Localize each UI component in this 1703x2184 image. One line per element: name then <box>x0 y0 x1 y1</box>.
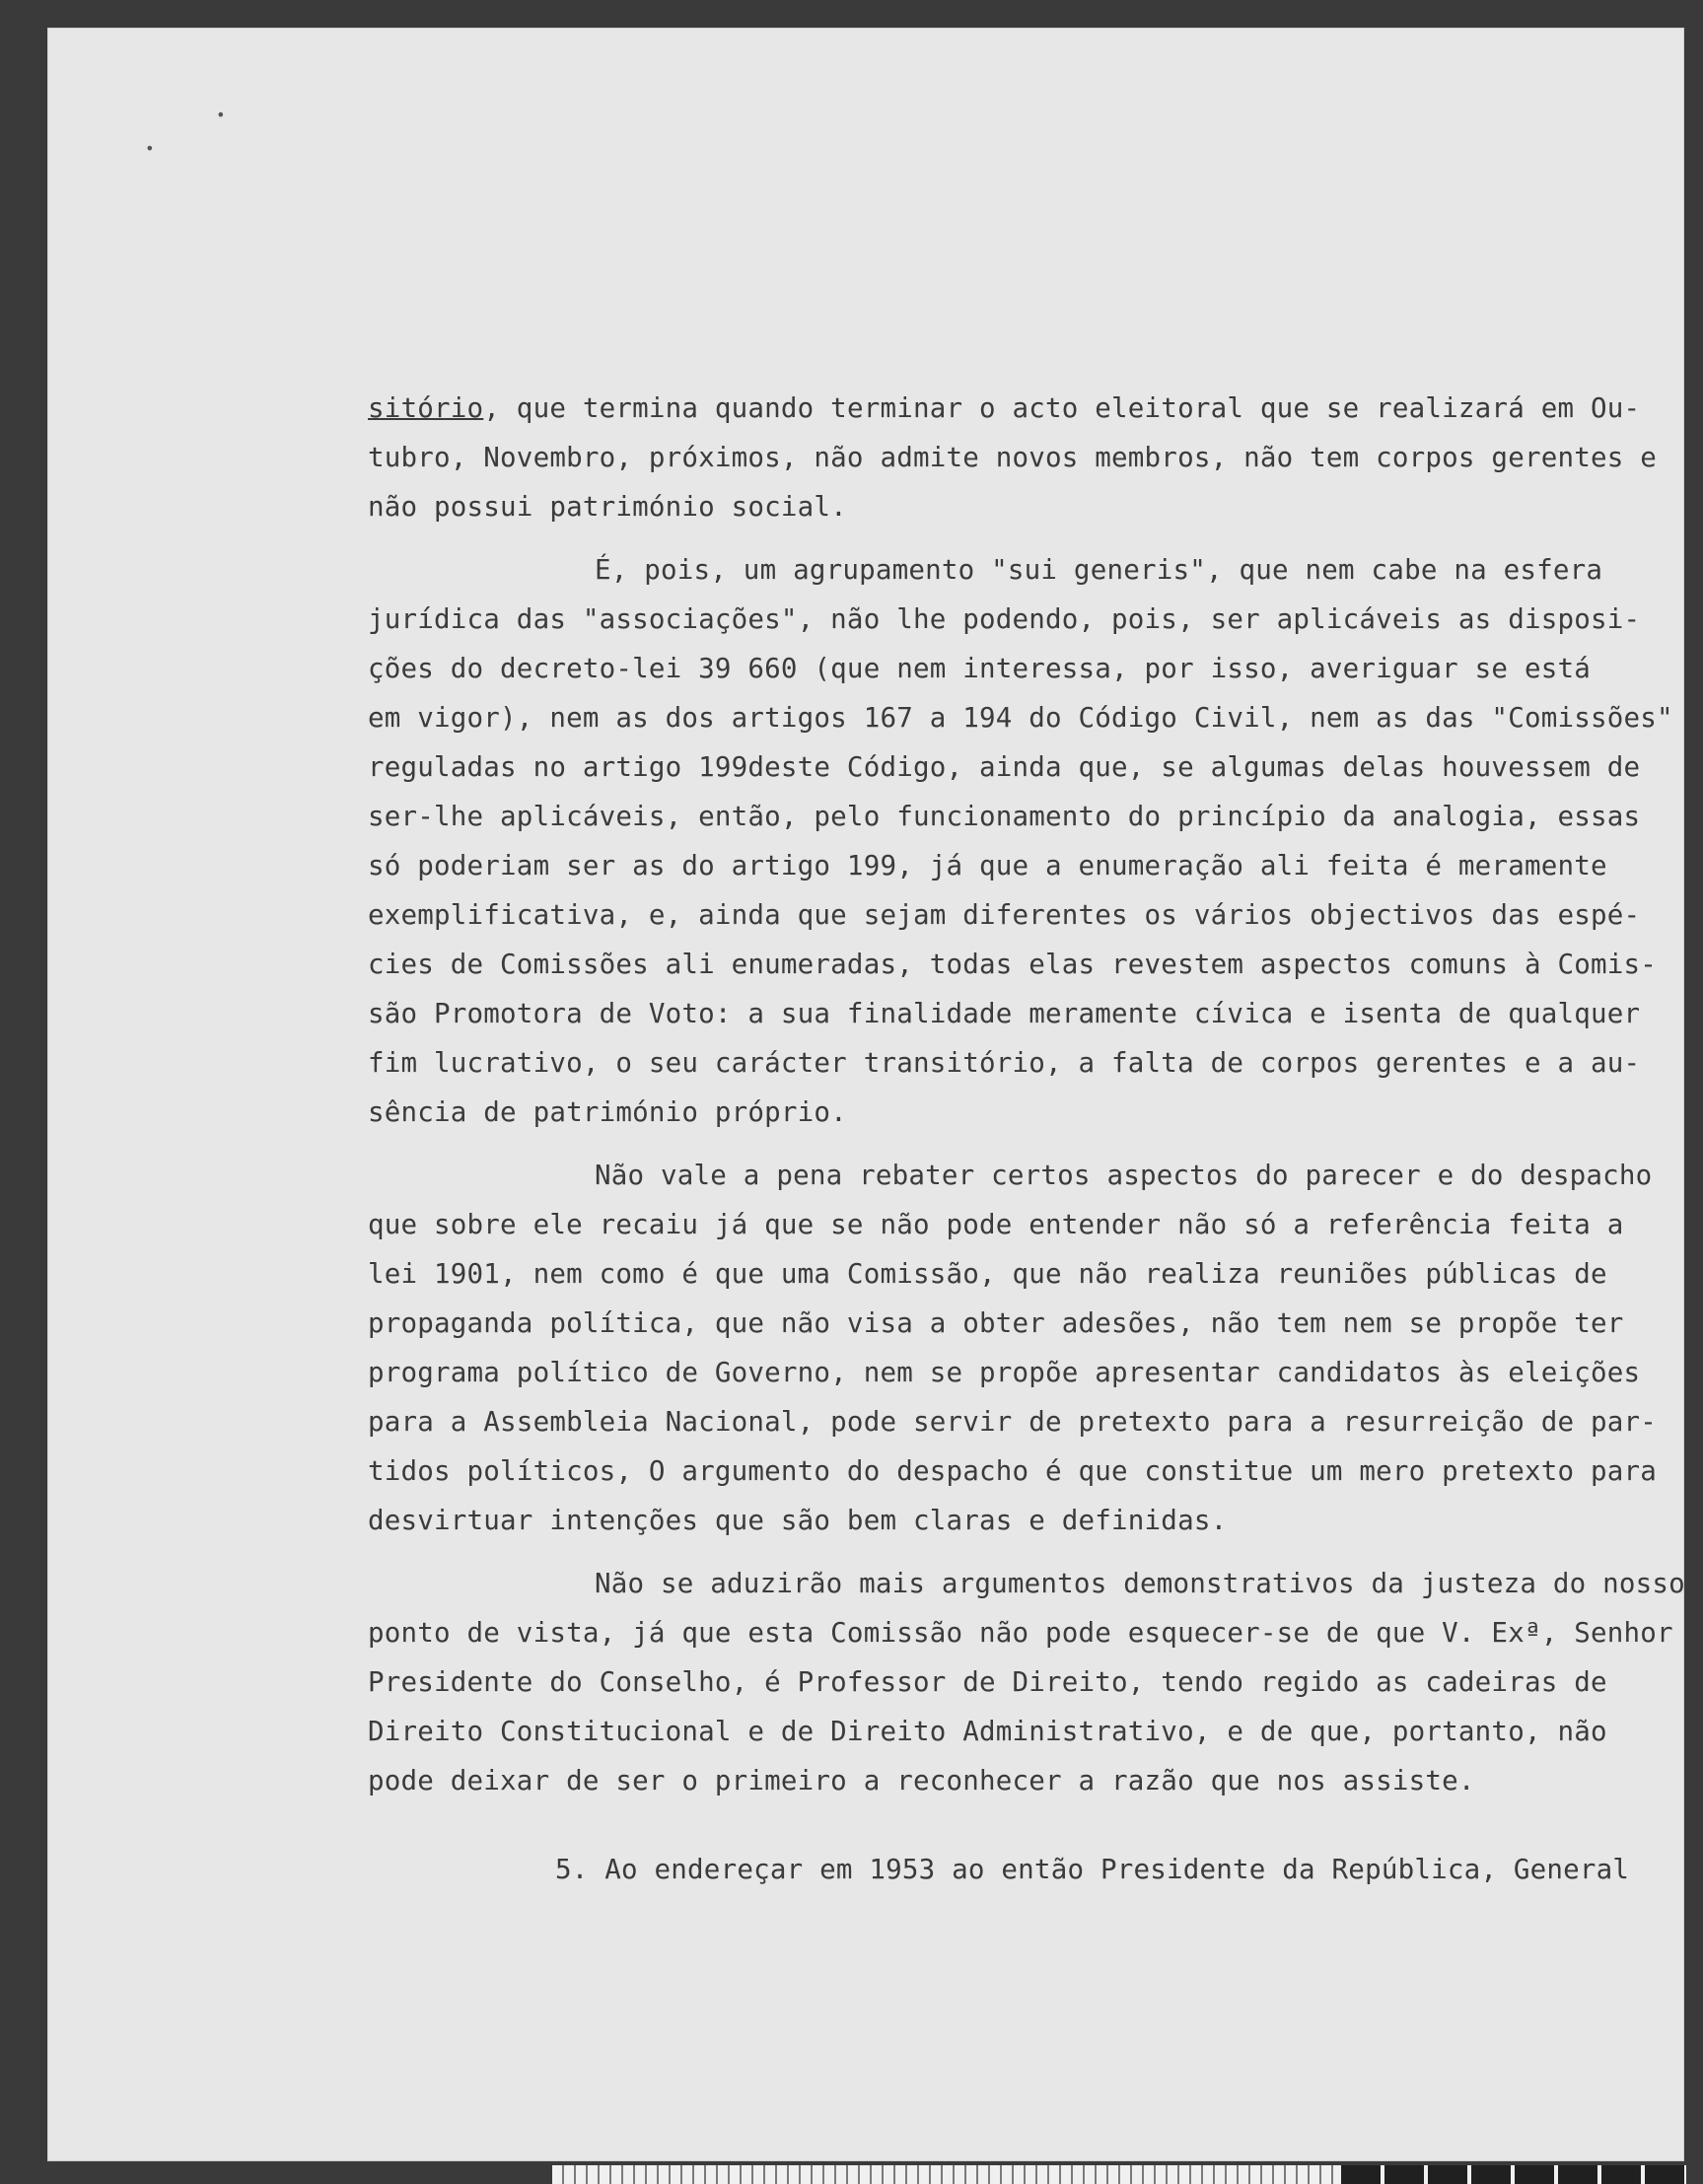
paragraph-1-line: tubro, Novembro, próximos, não admite novos membros, não tem corpos gerentes e <box>368 442 1657 473</box>
paragraph-4-line: Direito Constitucional e de Direito Administrativo, e de que, portanto, não <box>368 1716 1607 1747</box>
paragraph-2-line: ções do decreto-lei 39 660 (que nem interessa, por isso, averiguar se está <box>368 653 1591 684</box>
paper-speck: • <box>216 106 226 124</box>
color-scale-dark-segment <box>1341 2165 1686 2184</box>
paragraph-2-line: reguladas no artigo 199deste Código, ainda que, se algumas delas houvessem de <box>368 751 1641 783</box>
paragraph-3-line: tidos políticos, O argumento do despacho é que constitue um mero pretexto para <box>368 1455 1657 1487</box>
paragraph-2-line: ser-lhe aplicáveis, então, pelo funcionamento do princípio da analogia, essas <box>368 801 1641 832</box>
typewritten-text <box>368 384 1689 1894</box>
paper-sheet <box>47 28 1684 2161</box>
paragraph-2-line: sência de património próprio. <box>368 1096 847 1128</box>
paragraph-4-line: Não se aduzirão mais argumentos demonstrativos da justeza do nosso <box>595 1568 1685 1599</box>
paragraph-2-line: cies de Comissões ali enumeradas, todas elas revestem aspectos comuns à Comis- <box>368 949 1657 980</box>
paragraph-4-line: pode deixar de ser o primeiro a reconhecer a razão que nos assiste. <box>368 1765 1475 1797</box>
paragraph-2-line: só poderiam ser as do artigo 199, já que a enumeração ali feita é meramente <box>368 850 1607 881</box>
paragraph-2-line: jurídica das "associações", não lhe podendo, pois, ser aplicáveis as disposi- <box>368 603 1641 635</box>
paragraph-3-line: para a Assembleia Nacional, pode servir de pretexto para a resurreição de par- <box>368 1406 1657 1438</box>
paragraph-2-line: são Promotora de Voto: a sua finalidade meramente cívica e isenta de qualquer <box>368 998 1641 1029</box>
underlined-word: sitório <box>368 392 484 424</box>
paper-speck: • <box>145 139 155 158</box>
paragraph-gap <box>368 1545 1689 1559</box>
paragraph-3-line: propaganda política, que não visa a obter adesões, não tem nem se propõe ter <box>368 1307 1624 1339</box>
text-line: , que termina quando terminar o acto eleitoral que se realizará em Ou- <box>483 392 1641 424</box>
paragraph-2-line: exemplificativa, e, ainda que sejam diferentes os vários objectivos das espé- <box>368 899 1641 931</box>
paragraph-4-line: Presidente do Conselho, é Professor de Direito, tendo regido as cadeiras de <box>368 1666 1607 1698</box>
paragraph-3-line: que sobre ele recaiu já que se não pode entender não só a referência feita a <box>368 1209 1624 1240</box>
paragraph-4-line: ponto de vista, já que esta Comissão não pode esquecer-se de que V. Exª, Senhor <box>368 1617 1673 1649</box>
paragraph-2-line: fim lucrativo, o seu carácter transitório, a falta de corpos gerentes e a au- <box>368 1047 1641 1079</box>
paragraph-3-line: lei 1901, nem como é que uma Comissão, que não realiza reuniões públicas de <box>368 1258 1607 1290</box>
paragraph-2-line: em vigor), nem as dos artigos 167 a 194 do Código Civil, nem as das "Comissões" <box>368 702 1673 734</box>
paragraph-gap <box>368 1137 1689 1151</box>
paragraph-1-line <box>368 384 1689 433</box>
paragraph-3-line: desvirtuar intenções que são bem claras e definidas. <box>368 1505 1228 1536</box>
paragraph-2-line: É, pois, um agrupamento "sui generis", que nem cabe na esfera <box>595 554 1603 586</box>
color-scale-bar <box>552 2165 1686 2184</box>
paragraph-gap <box>368 531 1689 545</box>
paragraph-gap <box>368 1805 1689 1845</box>
paragraph-3-line: programa político de Governo, nem se propõe apresentar candidatos às eleições <box>368 1357 1641 1388</box>
paragraph-3-line: Não vale a pena rebater certos aspectos do parecer e do despacho <box>595 1160 1653 1191</box>
paragraph-1-line: não possui património social. <box>368 491 847 523</box>
paragraph-5-line: 5. Ao endereçar em 1953 ao então Presidente da República, General <box>555 1854 1630 1885</box>
